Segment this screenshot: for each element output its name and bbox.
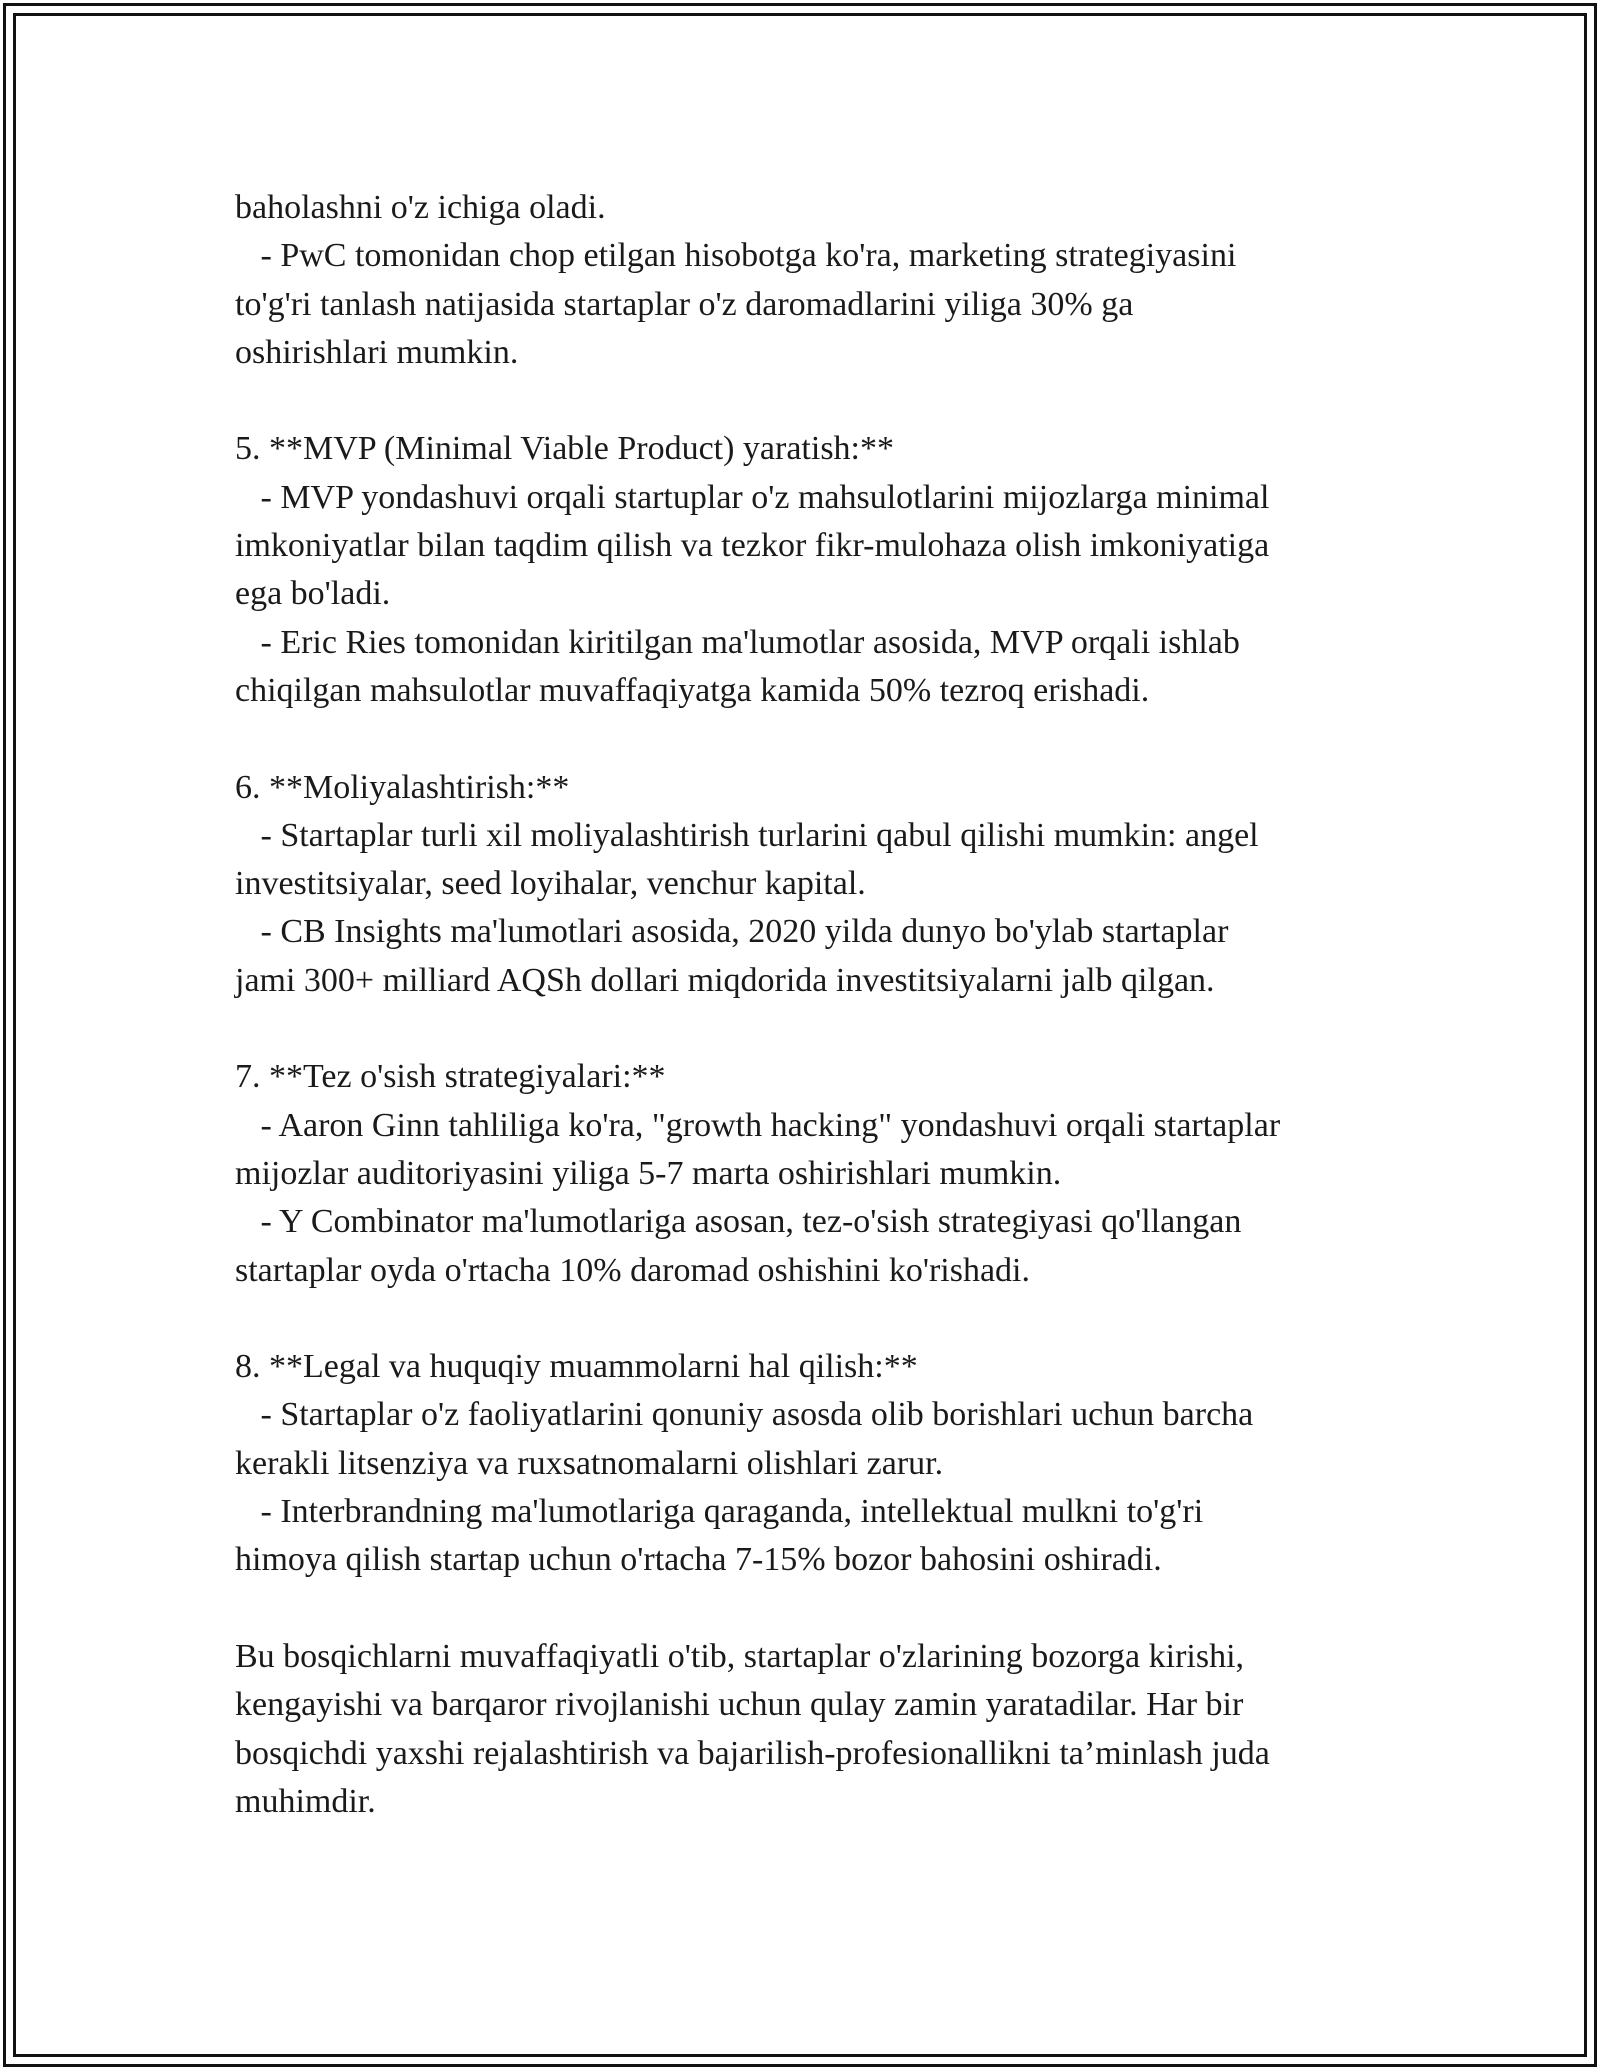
bullet-line: imkoniyatlar bilan taqdim qilish va tezkor fikr-mulohaza olish imkoniyatiga bbox=[235, 527, 1270, 565]
paragraph-line: kengayishi va barqaror rivojlanishi uchun qulay zamin yaratadilar. Har bir bbox=[235, 1686, 1244, 1724]
section-heading: 5. **MVP (Minimal Viable Product) yaratish:** bbox=[235, 430, 894, 468]
paragraph-line: bosqichdi yaxshi rejalashtirish va bajarilish-profesionallikni ta’minlash juda bbox=[235, 1734, 1270, 1772]
bullet-line: jami 300+ milliard AQSh dollari miqdorida investitsiyalarni jalb qilgan. bbox=[235, 961, 1215, 999]
conclusion-paragraph bbox=[235, 1633, 1395, 1826]
paragraph-line: to'g'ri tanlash natijasida startaplar o'z daromadlarini yiliga 30% ga bbox=[235, 285, 1134, 323]
paragraph-line: muhimdir. bbox=[235, 1782, 376, 1820]
paragraph-spacer bbox=[235, 377, 1395, 425]
section-funding bbox=[235, 764, 1395, 1005]
bullet-line: - Eric Ries tomonidan kiritilgan ma'lumotlar asosida, MVP orqali ishlab bbox=[235, 623, 1240, 661]
section-mvp bbox=[235, 425, 1395, 715]
bullet-line: - CB Insights ma'lumotlari asosida, 2020 yilda dunyo bo'ylab startaplar bbox=[235, 913, 1229, 951]
document-body bbox=[235, 184, 1395, 1826]
bullet-line: - Interbrandning ma'lumotlariga qaraganda, intellektual mulkni to'g'ri bbox=[235, 1493, 1204, 1531]
paragraph-line: - PwC tomonidan chop etilgan hisobotga ko'ra, marketing strategiyasini bbox=[235, 237, 1237, 275]
section-heading: 6. **Moliyalashtirish:** bbox=[235, 768, 570, 806]
paragraph-line: baholashni o'z ichiga oladi. bbox=[235, 189, 606, 226]
paragraph-line: Bu bosqichlarni muvaffaqiyatli o'tib, startaplar o'zlarining bozorga kirishi, bbox=[235, 1637, 1245, 1675]
section-growth bbox=[235, 1053, 1395, 1294]
bullet-line: - MVP yondashuvi orqali startuplar o'z mahsulotlarini mijozlarga minimal bbox=[235, 478, 1270, 516]
bullet-line: kerakli litsenziya va ruxsatnomalarni olishlari zarur. bbox=[235, 1444, 944, 1482]
bullet-line: himoya qilish startap uchun o'rtacha 7-15% bozor bahosini oshiradi. bbox=[235, 1541, 1162, 1579]
bullet-line: startaplar oyda o'rtacha 10% daromad oshishini ko'rishadi. bbox=[235, 1251, 1030, 1289]
paragraph-spacer bbox=[235, 1005, 1395, 1053]
section-heading: 8. **Legal va huquqiy muammolarni hal qilish:** bbox=[235, 1348, 918, 1386]
paragraph-spacer bbox=[235, 1585, 1395, 1633]
bullet-line: chiqilgan mahsulotlar muvaffaqiyatga kamida 50% tezroq erishadi. bbox=[235, 671, 1150, 709]
section-heading: 7. **Tez o'sish strategiyalari:** bbox=[235, 1058, 666, 1096]
bullet-line: mijozlar auditoriyasini yiliga 5-7 marta oshirishlari mumkin. bbox=[235, 1154, 1062, 1192]
bullet-line: investitsiyalar, seed loyihalar, venchur kapital. bbox=[235, 865, 866, 903]
bullet-line: - Startaplar o'z faoliyatlarini qonuniy asosda olib borishlari uchun barcha bbox=[235, 1396, 1254, 1434]
bullet-line: - Aaron Ginn tahliliga ko'ra, "growth hacking" yondashuvi orqali startaplar bbox=[235, 1106, 1281, 1144]
bullet-line: - Startaplar turli xil moliyalashtirish turlarini qabul qilishi mumkin: angel bbox=[235, 816, 1259, 854]
section-legal bbox=[235, 1343, 1395, 1584]
paragraph-spacer bbox=[235, 1295, 1395, 1343]
paragraph-line: oshirishlari mumkin. bbox=[235, 333, 519, 371]
bullet-line: ega bo'ladi. bbox=[235, 575, 391, 613]
bullet-line: - Y Combinator ma'lumotlariga asosan, tez-o'sish strategiyasi qo'llangan bbox=[235, 1203, 1242, 1241]
paragraph-spacer bbox=[235, 715, 1395, 763]
